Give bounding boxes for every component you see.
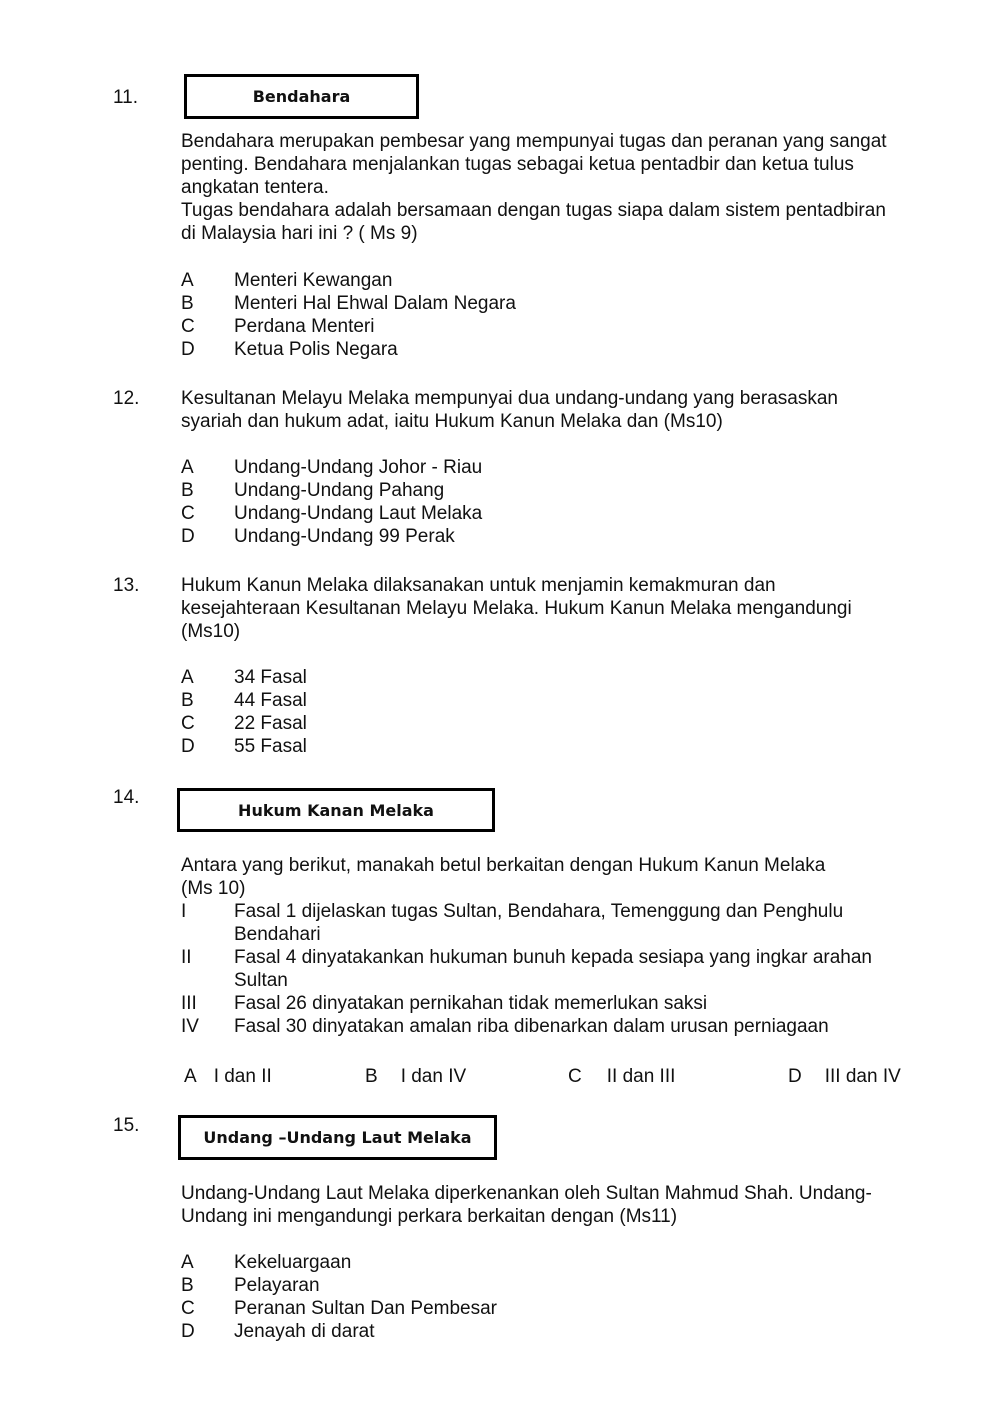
- option-text: Kekeluargaan: [234, 1252, 352, 1273]
- answer-text: III dan IV: [824, 1066, 901, 1087]
- answer-letter: B: [365, 1066, 378, 1087]
- question-14-answer-a[interactable]: [184, 1065, 272, 1088]
- question-13-stem: [181, 574, 852, 643]
- option-text: Undang-Undang Laut Melaka: [234, 503, 483, 524]
- stem-line: angkatan tentera.: [181, 177, 329, 198]
- stem-line: di Malaysia hari ini ? ( Ms 9): [181, 223, 418, 244]
- option-letter: D: [181, 736, 195, 757]
- stem-line: Antara yang berikut, manakah betul berkaitan dengan Hukum Kanun Melaka: [181, 855, 826, 876]
- option-text: Undang-Undang Pahang: [234, 480, 445, 501]
- stem-line: Undang ini mengandungi perkara berkaitan dengan (Ms11): [181, 1206, 678, 1227]
- option-text: 22 Fasal: [234, 713, 307, 734]
- option-letter: A: [181, 1252, 194, 1273]
- question-14-number: 14.: [113, 787, 140, 808]
- stem-line: Hukum Kanun Melaka dilaksanakan untuk menjamin kemakmuran dan: [181, 575, 776, 596]
- question-12-stem: [181, 387, 838, 433]
- question-12-number: 12.: [113, 388, 140, 409]
- question-14-title-box: [177, 788, 495, 832]
- option-letter: D: [181, 339, 195, 360]
- question-13-number: 13.: [113, 575, 140, 596]
- option-letter: C: [181, 1298, 195, 1319]
- statement-roman: II: [181, 947, 192, 968]
- option-letter: A: [181, 270, 194, 291]
- stem-line: Kesultanan Melayu Melaka mempunyai dua undang-undang yang berasaskan: [181, 388, 838, 409]
- answer-text: II dan III: [606, 1066, 676, 1087]
- question-15-title-box: [178, 1115, 497, 1160]
- question-15-stem: [181, 1182, 872, 1228]
- option-text: Peranan Sultan Dan Pembesar: [234, 1298, 497, 1319]
- stem-line: Bendahara merupakan pembesar yang mempunyai tugas dan peranan yang sangat: [181, 131, 887, 152]
- option-text: 55 Fasal: [234, 736, 307, 757]
- statement-text: Fasal 1 dijelaskan tugas Sultan, Bendahara, Temenggung dan Penghulu Bendahari: [234, 901, 844, 945]
- question-11-title-box: [184, 74, 419, 119]
- option-letter: C: [181, 713, 195, 734]
- option-letter: C: [181, 503, 195, 524]
- option-letter: A: [181, 667, 194, 688]
- question-14-answer-c[interactable]: [568, 1065, 675, 1088]
- stem-line: (Ms 10): [181, 878, 246, 899]
- option-letter: B: [181, 1275, 194, 1296]
- option-text: Jenayah di darat: [234, 1321, 375, 1342]
- option-letter: D: [181, 526, 195, 547]
- question-14-answer-d[interactable]: [788, 1065, 901, 1088]
- question-15-title: Undang –Undang Laut Melaka: [203, 1128, 472, 1147]
- option-text: Undang-Undang 99 Perak: [234, 526, 455, 547]
- answer-text: I dan IV: [400, 1066, 467, 1087]
- answer-text: I dan II: [213, 1066, 272, 1087]
- option-text: Undang-Undang Johor - Riau: [234, 457, 483, 478]
- answer-letter: A: [184, 1066, 197, 1087]
- question-14-answer-b[interactable]: [365, 1065, 466, 1088]
- option-text: 34 Fasal: [234, 667, 307, 688]
- option-letter: B: [181, 293, 194, 314]
- statement-text: Fasal 4 dinyatakankan hukuman bunuh kepada sesiapa yang ingkar arahan Sultan: [234, 947, 873, 991]
- stem-line: kesejahteraan Kesultanan Melayu Melaka. Hukum Kanun Melaka mengandungi: [181, 598, 852, 619]
- stem-line: (Ms10): [181, 621, 241, 642]
- statement-roman: I: [181, 901, 187, 922]
- option-text: Ketua Polis Negara: [234, 339, 398, 360]
- stem-line: Tugas bendahara adalah bersamaan dengan tugas siapa dalam sistem pentadbiran: [181, 200, 886, 221]
- option-letter: B: [181, 480, 194, 501]
- option-letter: D: [181, 1321, 195, 1342]
- question-15-number: 15.: [113, 1115, 140, 1136]
- question-11-title: Bendahara: [252, 87, 351, 106]
- answer-letter: D: [788, 1066, 802, 1087]
- stem-line: penting. Bendahara menjalankan tugas sebagai ketua pentadbir dan ketua tulus: [181, 154, 854, 175]
- option-letter: B: [181, 690, 194, 711]
- question-11-stem: [181, 130, 887, 245]
- option-letter: A: [181, 457, 194, 478]
- statement-text: Fasal 30 dinyatakan amalan riba dibenarkan dalam urusan perniagaan: [234, 1016, 829, 1037]
- option-text: 44 Fasal: [234, 690, 307, 711]
- question-11-number: 11.: [113, 87, 139, 108]
- question-14-title: Hukum Kanan Melaka: [238, 800, 434, 820]
- question-14-stem: [181, 854, 825, 900]
- option-text: Menteri Hal Ehwal Dalam Negara: [234, 293, 516, 314]
- statement-roman: III: [181, 993, 197, 1014]
- stem-line: syariah dan hukum adat, iaitu Hukum Kanun Melaka dan (Ms10): [181, 411, 723, 432]
- option-letter: C: [181, 316, 195, 337]
- option-text: Menteri Kewangan: [234, 270, 393, 291]
- option-text: Pelayaran: [234, 1275, 320, 1296]
- stem-line: Undang-Undang Laut Melaka diperkenankan oleh Sultan Mahmud Shah. Undang-: [181, 1183, 872, 1204]
- statement-text: Fasal 26 dinyatakan pernikahan tidak memerlukan saksi: [234, 993, 708, 1014]
- statement-roman: IV: [181, 1016, 199, 1037]
- answer-letter: C: [568, 1066, 582, 1087]
- option-text: Perdana Menteri: [234, 316, 375, 337]
